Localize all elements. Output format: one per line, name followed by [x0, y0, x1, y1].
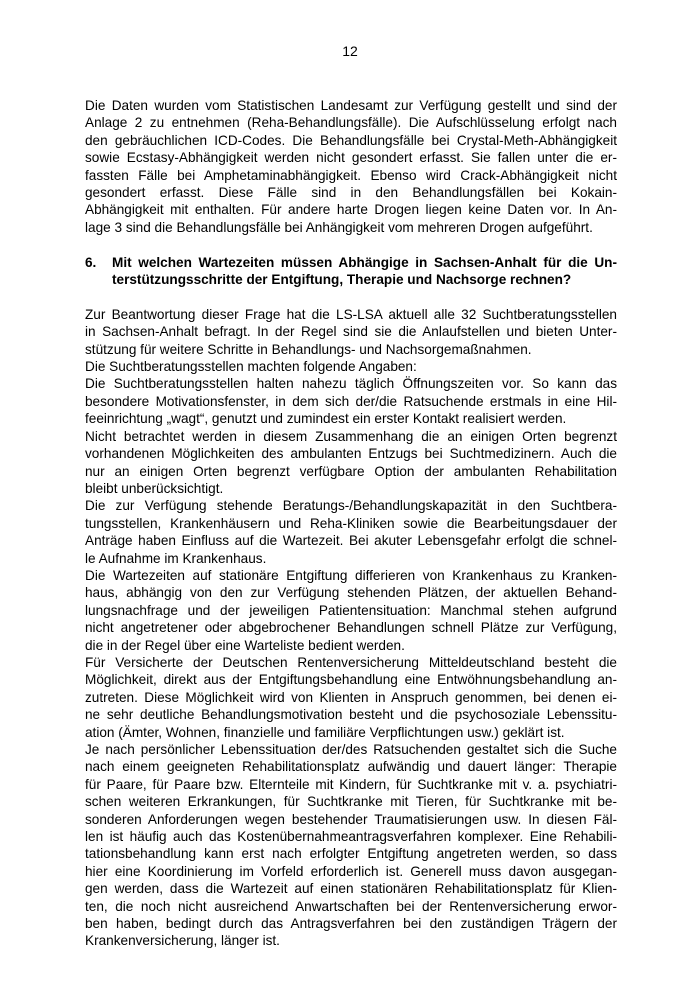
text-line: vorhandenen Möglichkeiten des ambulanten Entzugs bei Suchtmedizinern. Auch die — [85, 446, 617, 462]
heading-line — [85, 271, 617, 288]
text-line: ben haben, bedingt durch das Antragsverfahren bei den zuständigen Trägern der — [85, 916, 617, 932]
text-line: ten, die noch nicht ausreichend Anwartschaften bei der Rentenversicherung erwor- — [85, 898, 617, 914]
text-line: Für Versicherte der Deutschen Rentenversicherung Mitteldeutschland besteht die — [85, 654, 617, 670]
text-line: Die Suchtberatungsstellen machten folgende Angaben: — [85, 359, 417, 375]
paragraph — [85, 428, 617, 498]
text-line: für Paare, für Paare bzw. Elternteile mit Kindern, für Suchtkranke mit v. a. psychiatri- — [85, 776, 617, 792]
page-number: 12 — [342, 43, 358, 59]
text-line: gesondert erfasst. Diese Fälle sind in den Behandlungsfällen bei Kokain- — [85, 185, 617, 201]
text-line: le Aufnahme im Krankenhaus. — [85, 550, 267, 566]
paragraph — [85, 358, 617, 375]
text-line: Die Wartezeiten auf stationäre Entgiftung differieren von Krankenhaus zu Kranken- — [85, 567, 617, 583]
text-line: nur an einigen Orten begrenzt verfügbare Option der ambulanten Rehabilitation — [85, 463, 617, 479]
text-line: Die Daten wurden vom Statistischen Landesamt zur Verfügung gestellt und sind der — [85, 98, 617, 113]
text-line: Möglichkeit, direkt aus der Entgiftungsbehandlung eine Entwöhnungsbehandlung an- — [85, 672, 617, 688]
text-line: ne sehr deutliche Behandlungsmotivation besteht und die psychosoziale Lebenssitu- — [85, 707, 617, 723]
section-body — [85, 306, 617, 950]
paragraph — [85, 497, 617, 567]
paragraph — [85, 654, 617, 741]
text-line: fassten Fälle bei Amphetaminabhängigkeit. Ebenso wird Crack-Abhängigkeit nicht — [85, 167, 617, 183]
paragraph — [85, 567, 617, 654]
section-heading — [85, 254, 617, 289]
text-line: gen werden, dass die Wartezeit auf einen stationären Rehabilitationsplatz für Klien- — [85, 881, 617, 897]
text-line: sowie Ecstasy-Abhängigkeit werden nicht gesondert erfasst. Sie fallen unter die er- — [85, 150, 617, 166]
heading-line — [85, 254, 617, 271]
text-line: in Sachsen-Anhalt befragt. In der Regel sind sie die Anlaufstellen und bieten Unter- — [85, 324, 617, 340]
heading-number: 6. — [85, 254, 97, 270]
text-line: sonderen Anforderungen wegen bestehender Traumatisierungen usw. In diesen Fäl- — [85, 811, 617, 827]
text-line: Die Suchtberatungsstellen halten nahezu täglich Öffnungszeiten vor. So kann das — [85, 376, 617, 392]
text-line: Anlage 2 zu entnehmen (Reha-Behandlungsfälle). Die Aufschlüsselung erfolgt nach — [85, 115, 617, 131]
text-line: zutreten. Diese Möglichkeit wird von Klienten in Anspruch genommen, bei denen ei- — [85, 689, 617, 705]
text-line: bleibt unberücksichtigt. — [85, 480, 224, 496]
text-line: ation (Ämter, Wohnen, finanzielle und familiäre Verpflichtungen usw.) geklärt ist. — [85, 724, 565, 740]
text-line: den gebräuchlichen ICD-Codes. Die Behandlungsfälle bei Crystal-Meth-Abhängigkeit — [85, 132, 617, 148]
text-line: schen weiteren Erkrankungen, für Suchtkranke mit Tieren, für Suchtkranke mit be- — [85, 794, 617, 810]
text-line: besondere Motivationsfenster, in dem sich der/die Ratsuchende erstmals in eine Hil- — [85, 393, 617, 409]
heading-text: terstützungsschritte der Entgiftung, Therapie und Nachsorge rechnen? — [112, 272, 572, 288]
heading-number — [85, 271, 112, 288]
text-line: die in der Regel über eine Warteliste bedient werden. — [85, 637, 405, 653]
text-line: len ist häufig auch das Kostenübernahmeantragsverfahren komplexer. Eine Rehabili- — [85, 829, 617, 845]
text-line: Abhängigkeit mit enthalten. Für andere harte Drogen liegen keine Daten vor. In An- — [85, 202, 617, 218]
text-line: lage 3 sind die Behandlungsfälle bei Anhängigkeit vom mehreren Drogen aufgeführt. — [85, 219, 593, 235]
heading-text: Mit welchen Wartezeiten müssen Abhängige in Sachsen-Anhalt für die Un- — [112, 254, 617, 270]
paragraph-gap — [85, 236, 617, 253]
text-line: nicht angetretener oder abgebrochener Behandlungen schnell Plätze zur Verfügung, — [85, 620, 617, 636]
text-line: hier eine Koordinierung im Vorfeld erforderlich ist. Generell muss davon ausgegan- — [85, 863, 617, 879]
text-line: Anträge haben Einfluss auf die Wartezeit. Bei akuter Lebensgefahr erfolgt die schnel- — [85, 533, 617, 549]
text-line: Krankenversicherung, länger ist. — [85, 933, 280, 949]
text-line: nach einem geeigneten Rehabilitationsplatz aufwändig und dauert länger: Therapie — [85, 759, 617, 775]
text-line: stützung für weitere Schritte in Behandlungs- und Nachsorgemaßnahmen. — [85, 341, 532, 357]
intro-paragraph — [85, 97, 617, 236]
text-line: tungsstellen, Krankenhäusern und Reha-Kliniken sowie die Bearbeitungsdauer der — [85, 515, 617, 531]
paragraph — [85, 306, 617, 358]
text-line: Je nach persönlicher Lebenssituation der/des Ratsuchenden gestaltet sich die Suche — [85, 742, 617, 757]
paragraph — [85, 375, 617, 427]
text-line: Nicht betrachtet werden in diesem Zusammenhang die an einigen Orten begrenzt — [85, 428, 617, 444]
paragraph — [85, 741, 617, 950]
paragraph-gap — [85, 288, 617, 305]
text-line: tationsbehandlung kann erst nach erfolgter Entgiftung angetreten werden, so dass — [85, 846, 617, 862]
text-line: feeinrichtung „wagt“, genutzt und zumindest ein erster Kontakt realisiert werden. — [85, 411, 567, 427]
text-line: lungsnachfrage und der jeweiligen Patientensituation: Manchmal stehen aufgrund — [85, 602, 617, 618]
text-line: Die zur Verfügung stehende Beratungs-/Behandlungskapazität in den Suchtbera- — [85, 498, 617, 514]
text-line: haus, abhängig von den zur Verfügung stehenden Plätzen, der aktuellen Behand- — [85, 585, 617, 601]
text-line: Zur Beantwortung dieser Frage hat die LS-LSA aktuell alle 32 Suchtberatungsstellen — [85, 306, 617, 322]
document-body — [85, 97, 617, 950]
